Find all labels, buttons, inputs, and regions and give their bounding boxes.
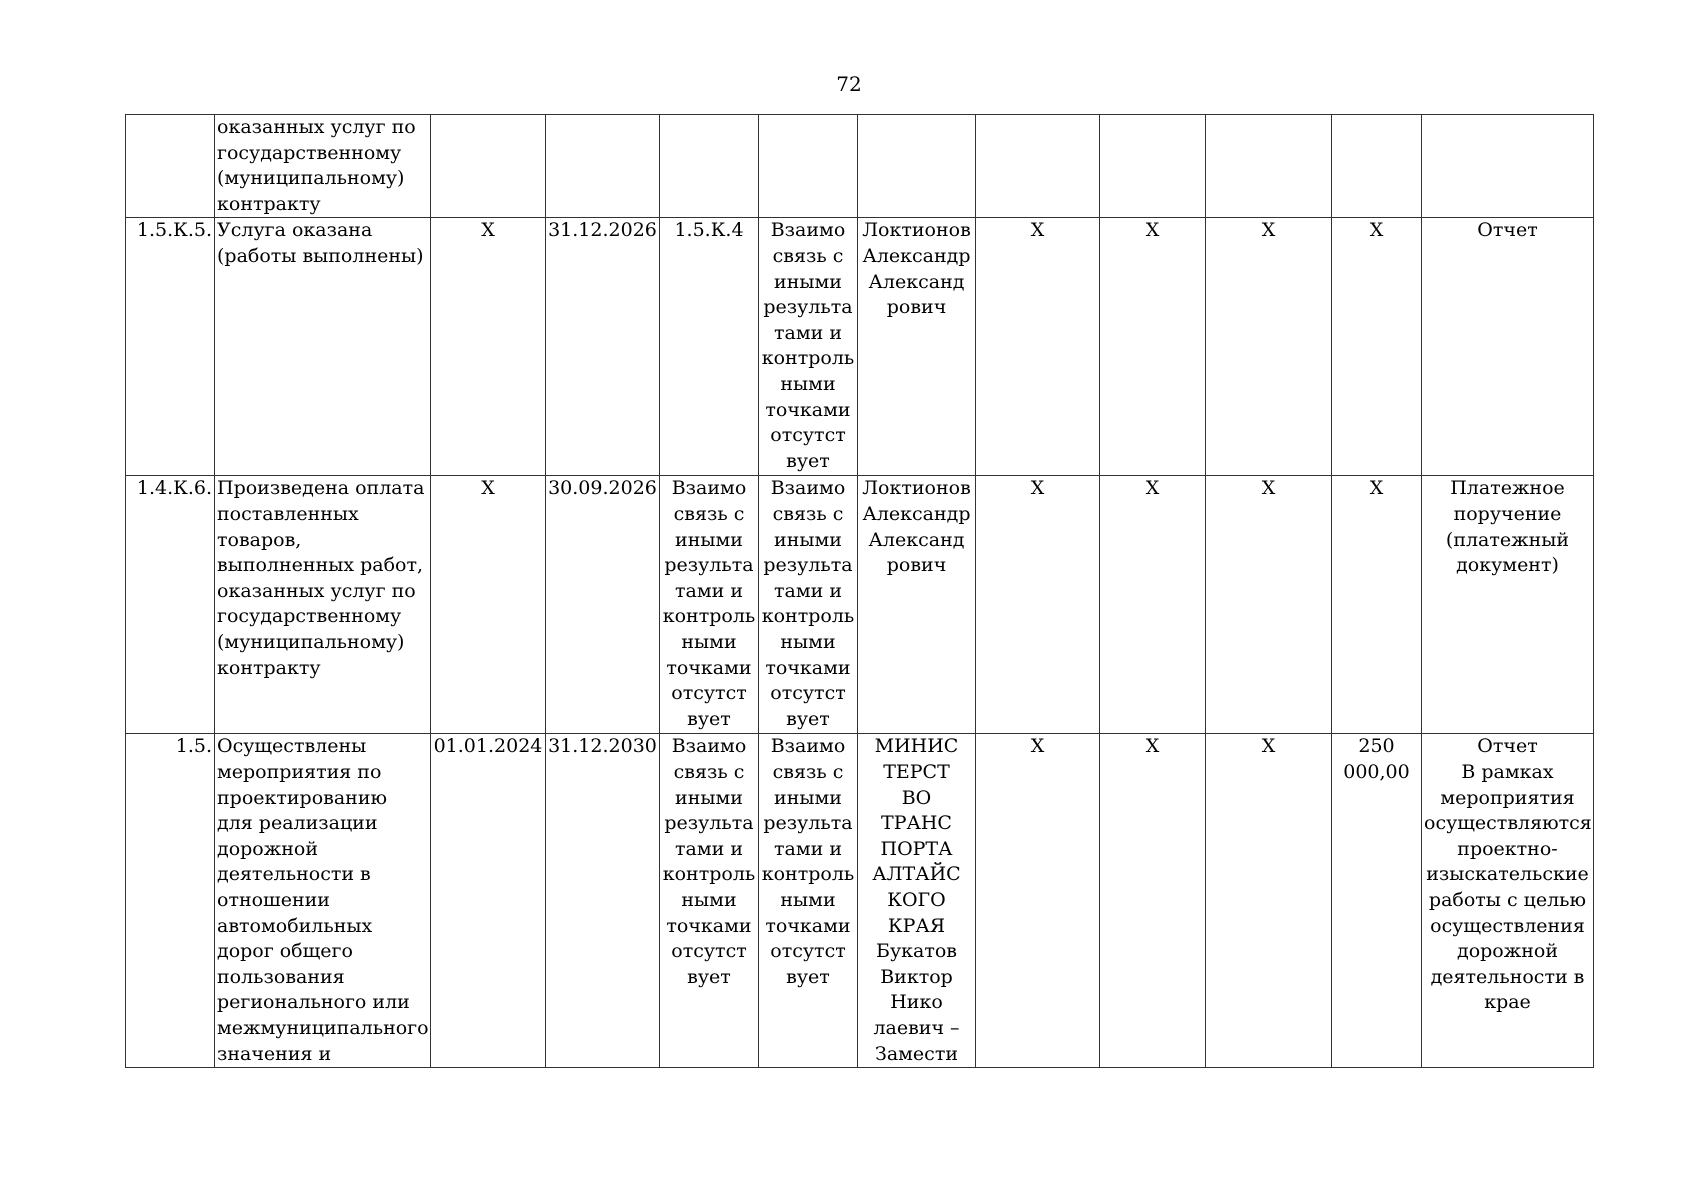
column-11-cell: Х (1332, 218, 1422, 476)
table-row (126, 476, 1594, 734)
row-name-cell: оказанных услуг по государственному (муниципальному) контракту (215, 115, 431, 218)
column-8-cell: Х (976, 734, 1100, 1068)
column-9-cell: Х (1100, 734, 1206, 1068)
row-number-cell (126, 115, 215, 218)
column-9-cell (1100, 115, 1206, 218)
row-number-cell: 1.5.К.5. (126, 218, 215, 476)
row-name-cell: Услуга оказана (работы выполнены) (215, 218, 431, 476)
column-8-cell: Х (976, 218, 1100, 476)
row-number-cell: 1.5. (126, 734, 215, 1068)
page-number: 72 (836, 72, 862, 96)
column-10-cell: Х (1206, 734, 1332, 1068)
successor-cell: Взаимо связь с иными результа тами и контроль ными точками отсутст вует (759, 218, 858, 476)
successor-cell (759, 115, 858, 218)
document-cell: Платежное поручение (платежный документ) (1422, 476, 1594, 734)
table-row (126, 115, 1594, 218)
column-8-cell (976, 115, 1100, 218)
column-11-cell (1332, 115, 1422, 218)
predecessor-cell (660, 115, 759, 218)
successor-cell: Взаимо связь с иными результа тами и контроль ными точками отсутст вует (759, 734, 858, 1068)
row-name-cell: Произведена оплата поставленных товаров, выполненных работ, оказанных услуг по государственному (муниципальному) контракту (215, 476, 431, 734)
start-date-cell: Х (431, 476, 546, 734)
responsible-cell: Локтионов Александр Александ рович (858, 218, 976, 476)
row-name-cell: Осуществлены мероприятия по проектированию для реализации дорожной деятельности в отношении автомобильных дорог общего пользования регионального или межмуниципального значения и (215, 734, 431, 1068)
document-cell: Отчет В рамках мероприятия осуществляются проектно- изыскательские работы с целью осуществления дорожной деятельности в крае (1422, 734, 1594, 1068)
end-date-cell: 31.12.2026 (546, 218, 660, 476)
column-11-cell: 250 000,00 (1332, 734, 1422, 1068)
start-date-cell: Х (431, 218, 546, 476)
row-number-cell: 1.4.К.6. (126, 476, 215, 734)
successor-cell: Взаимо связь с иными результа тами и контроль ными точками отсутст вует (759, 476, 858, 734)
end-date-cell: 31.12.2030 (546, 734, 660, 1068)
predecessor-cell: 1.5.К.4 (660, 218, 759, 476)
table-row (126, 218, 1594, 476)
predecessor-cell: Взаимо связь с иными результа тами и контроль ными точками отсутст вует (660, 734, 759, 1068)
column-10-cell (1206, 115, 1332, 218)
start-date-cell (431, 115, 546, 218)
start-date-cell: 01.01.2024 (431, 734, 546, 1068)
document-cell (1422, 115, 1594, 218)
responsible-cell: МИНИС ТЕРСТ ВО ТРАНС ПОРТА АЛТАЙС КОГО КРАЯ Букатов Виктор Нико лаевич – Замести (858, 734, 976, 1068)
responsible-cell: Локтионов Александр Александ рович (858, 476, 976, 734)
end-date-cell: 30.09.2026 (546, 476, 660, 734)
predecessor-cell: Взаимо связь с иными результа тами и контроль ными точками отсутст вует (660, 476, 759, 734)
column-9-cell: Х (1100, 476, 1206, 734)
column-10-cell: Х (1206, 476, 1332, 734)
document-cell: Отчет (1422, 218, 1594, 476)
column-10-cell: Х (1206, 218, 1332, 476)
plan-table (125, 114, 1594, 1068)
end-date-cell (546, 115, 660, 218)
column-9-cell: Х (1100, 218, 1206, 476)
table-row (126, 734, 1594, 1068)
column-8-cell: Х (976, 476, 1100, 734)
responsible-cell (858, 115, 976, 218)
column-11-cell: Х (1332, 476, 1422, 734)
